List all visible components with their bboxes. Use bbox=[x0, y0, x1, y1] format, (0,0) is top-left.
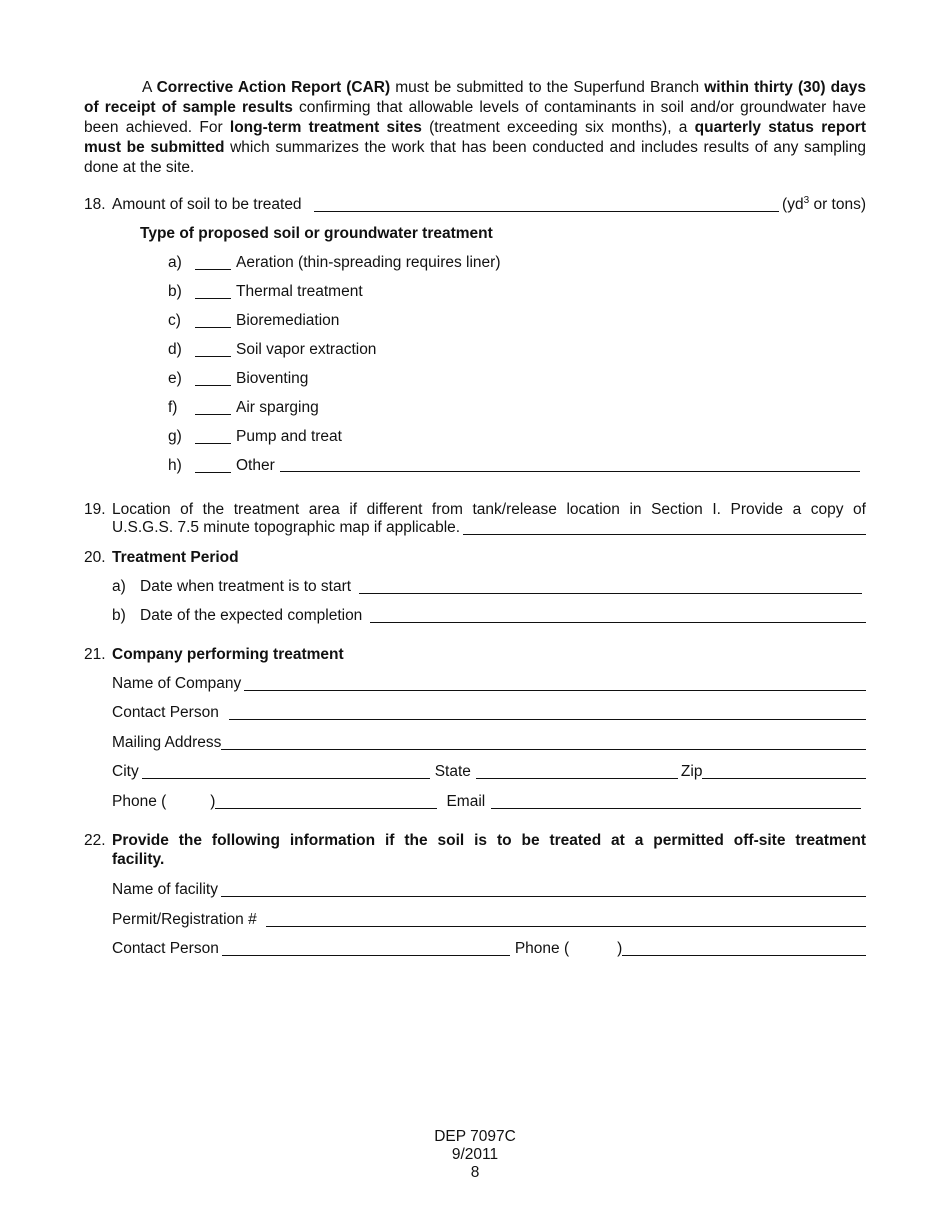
form-number: DEP 7097C bbox=[434, 1128, 516, 1145]
city-state-zip-row: City State Zip bbox=[84, 762, 866, 782]
q20-heading: 20. Treatment Period bbox=[84, 549, 239, 566]
facility-contact-field[interactable] bbox=[222, 940, 510, 956]
option-check-blank[interactable] bbox=[195, 312, 231, 328]
q19-location: 19. Location of the treatment area if different from tank/release location in Section I. Provide a copy of U.S.G.S. 7.5 minute topographic map if applicable. bbox=[84, 501, 866, 536]
mailing-address-row: Mailing Address bbox=[84, 733, 866, 753]
treatment-option: g) Pump and treat bbox=[168, 427, 342, 445]
company-name-row: Name of Company bbox=[84, 674, 866, 694]
treatment-start-date-field[interactable] bbox=[359, 578, 862, 594]
zip-field[interactable] bbox=[702, 763, 866, 779]
soil-amount-field[interactable] bbox=[314, 196, 779, 212]
treatment-option: e) Bioventing bbox=[168, 369, 309, 387]
page-number: 8 bbox=[470, 1164, 480, 1181]
facility-contact-row: Contact Person Phone ( ) bbox=[84, 939, 866, 959]
facility-name-row: Name of facility bbox=[84, 880, 866, 900]
q22-heading: 22. Provide the following information if the soil is to be treated at a permitted off-site treatment facility. bbox=[84, 832, 866, 868]
permit-registration-field[interactable] bbox=[266, 911, 866, 927]
company-email-field[interactable] bbox=[491, 793, 861, 809]
q18-unit: ($yd^3$ or tons) bbox=[782, 194, 866, 213]
permit-row: Permit/Registration # bbox=[84, 910, 866, 930]
company-contact-row: Contact Person bbox=[84, 703, 866, 723]
form-page bbox=[84, 78, 866, 959]
treatment-option: d) Soil vapor extraction bbox=[168, 340, 377, 358]
facility-name-field[interactable] bbox=[221, 881, 866, 897]
option-check-blank[interactable] bbox=[195, 399, 231, 415]
option-check-blank[interactable] bbox=[195, 428, 231, 444]
intro-paragraph: A Corrective Action Report (CAR) must be submitted to the Superfund Branch within thirty (30) days of receipt of sample results confirming that allowable levels of contaminants in soil and/or groundwater have been achieved. For long-term treatment sites (treatment exceeding six months), a quarterly status report must be submitted which summarizes the work that has been conducted and includes results of any sampling done at the site. bbox=[84, 79, 866, 176]
city-field[interactable] bbox=[142, 763, 430, 779]
treatment-option: c) Bioremediation bbox=[168, 311, 340, 329]
q21-heading: 21. Company performing treatment bbox=[84, 646, 344, 663]
treatment-options-list bbox=[84, 248, 866, 480]
treatment-start-row: a) Date when treatment is to start bbox=[84, 577, 866, 597]
treatment-completion-row: b) Date of the expected completion bbox=[84, 606, 866, 626]
treatment-option-other: h) Other bbox=[84, 451, 866, 480]
treatment-option: b) Thermal treatment bbox=[168, 282, 363, 300]
treatment-option: a) Aeration (thin-spreading requires liner) bbox=[168, 253, 501, 271]
treatment-option: f) Air sparging bbox=[168, 398, 319, 416]
option-check-blank[interactable] bbox=[195, 341, 231, 357]
company-contact-field[interactable] bbox=[229, 704, 866, 720]
facility-phone-field[interactable] bbox=[622, 940, 866, 956]
option-check-blank[interactable] bbox=[195, 254, 231, 270]
mailing-address-field[interactable] bbox=[221, 734, 866, 750]
q18-soil-amount-row bbox=[84, 195, 866, 215]
company-name-field[interactable] bbox=[244, 675, 866, 691]
company-phone-field[interactable] bbox=[215, 793, 437, 809]
q18-label: Amount of soil to be treated bbox=[112, 196, 302, 213]
page-footer bbox=[0, 1128, 950, 1182]
treatment-type-heading: Type of proposed soil or groundwater treatment bbox=[140, 225, 493, 242]
state-field[interactable] bbox=[476, 763, 678, 779]
treatment-location-field[interactable] bbox=[463, 519, 866, 535]
phone-email-row: Phone ( ) Email bbox=[84, 792, 866, 812]
option-check-blank[interactable] bbox=[195, 457, 231, 473]
option-check-blank[interactable] bbox=[195, 283, 231, 299]
option-check-blank[interactable] bbox=[195, 370, 231, 386]
other-treatment-field[interactable] bbox=[280, 456, 860, 472]
treatment-completion-date-field[interactable] bbox=[370, 607, 866, 623]
q18-number: 18. bbox=[84, 196, 106, 213]
form-date: 9/2011 bbox=[451, 1146, 499, 1163]
